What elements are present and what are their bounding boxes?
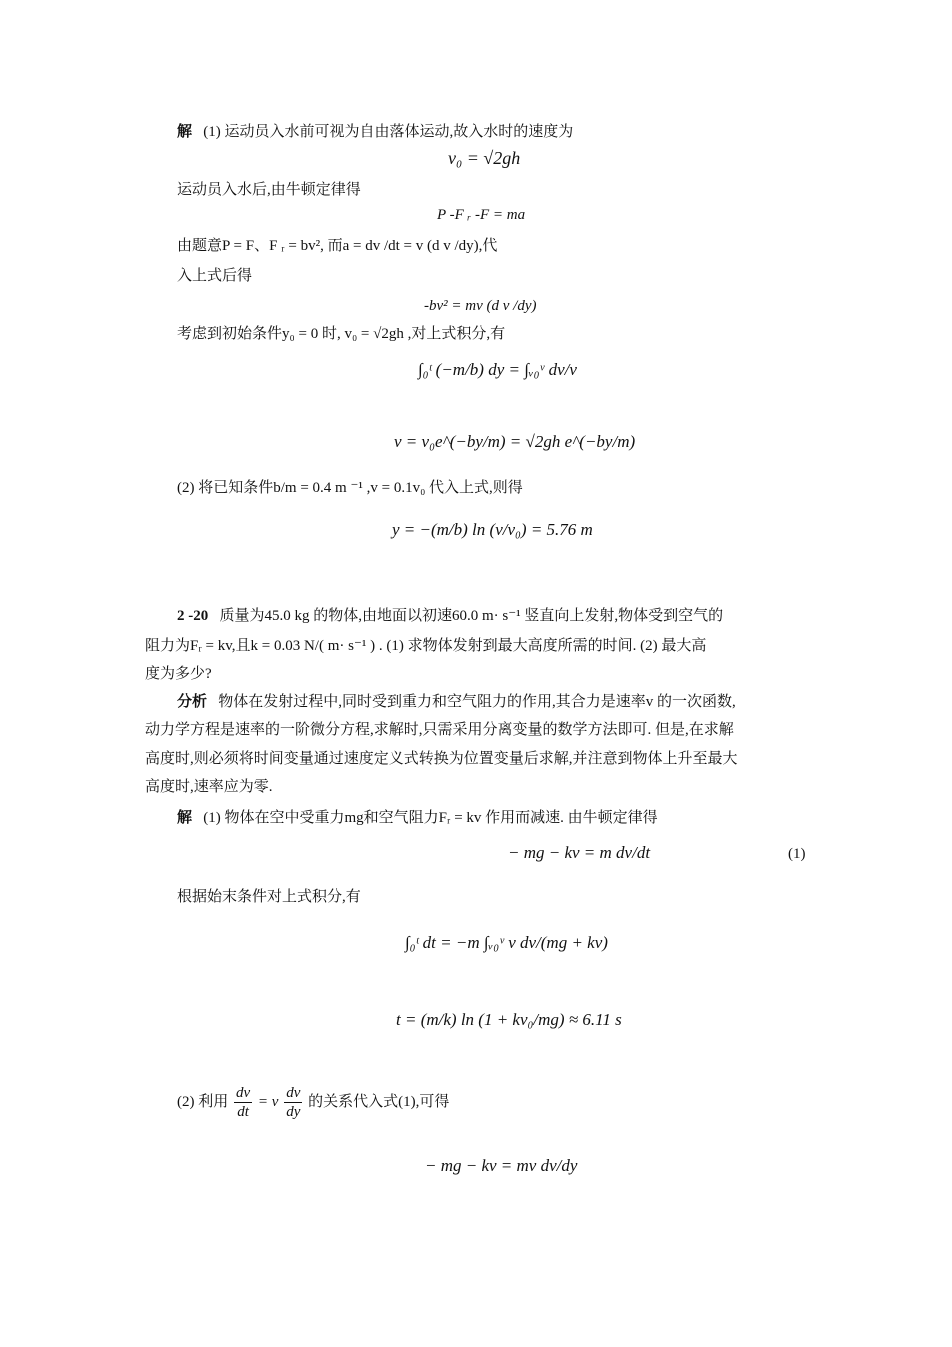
- text-line: 根据始末条件对上式积分,有: [177, 889, 361, 905]
- analysis-line-4: 高度时,速率应为零.: [145, 779, 273, 795]
- solution2-line-1: [177, 808, 658, 828]
- equation-newton: P -F ᵣ -F = ma: [437, 207, 526, 223]
- equation-1: − mg − kv = m dv/dt: [508, 843, 651, 862]
- analysis-heading: 分析: [177, 694, 208, 710]
- text-line-relation: [177, 1084, 449, 1121]
- equation-time: t = (m/k) ln (1 + kv₀/mg) ≈ 6.11 s: [396, 1010, 622, 1029]
- text-line: 考虑到初始条件y₀ = 0 时, v₀ = √2gh ,对上式积分,有: [177, 326, 506, 342]
- analysis-line-1: [177, 692, 736, 712]
- solution-text: (1) 运动员入水前可视为自由落体运动,故入水时的速度为: [203, 124, 574, 140]
- solution-line-1: [177, 122, 573, 142]
- relation-suffix: 的关系代入式(1),可得: [308, 1093, 450, 1110]
- solution2-heading: 解: [177, 810, 193, 826]
- analysis-line-3: 高度时,则必须将时间变量通过速度定义式转换为位置变量后求解,并注意到物体上升至最大: [145, 751, 738, 767]
- equation-number: (1): [788, 846, 806, 862]
- equation-integral-2: ∫₀ᵗ dt = −m ∫ᵥ₀ᵛ v dv/(mg + kv): [405, 933, 608, 952]
- equation-integral: ∫₀ᵗ (−m/b) dy = ∫ᵥ₀ᵛ dv/v: [418, 360, 577, 379]
- equation-height: y = −(m/b) ln (v/v₀) = 5.76 m: [392, 520, 593, 539]
- problem-number: 2 -20: [177, 608, 209, 624]
- equation-substituted: -bv² = mv (d v /dy): [424, 298, 537, 314]
- text-line: 运动员入水后,由牛顿定律得: [177, 182, 361, 198]
- analysis-text: 物体在发射过程中,同时受到重力和空气阻力的作用,其合力是速率v 的一次函数,: [218, 694, 736, 710]
- text-line: 入上式后得: [177, 268, 253, 284]
- problem-text: 质量为45.0 kg 的物体,由地面以初速60.0 m· s⁻¹ 竖直向上发射,物体受到空气的: [219, 608, 724, 624]
- equation-velocity-result: v = v₀e^(−by/m) = √2gh e^(−by/m): [394, 432, 636, 451]
- equation-v0: v₀ = √2gh: [448, 148, 521, 168]
- solution2-text: (1) 物体在空中受重力mg和空气阻力Fᵣ = kv 作用而减速. 由牛顿定律得: [203, 810, 658, 826]
- analysis-line-2: 动力学方程是速率的一阶微分方程,求解时,只需采用分离变量的数学方法即可. 但是,在求解: [145, 722, 734, 738]
- relation-formula: $\frac{dv}{dt}$ = v $\frac{dv}{dy}$: [236, 1085, 301, 1120]
- text-line: 由题意P = F、F ᵣ = bv², 而a = dv /dt = v (d v /dy),代: [177, 238, 498, 254]
- problem-line-3: 度为多少?: [145, 666, 212, 682]
- equation-final: − mg − kv = mv dv/dy: [425, 1156, 578, 1175]
- problem-line-1: [177, 606, 723, 626]
- relation-prefix: (2) 利用: [177, 1093, 229, 1110]
- problem-line-2: 阻力为Fᵣ = kv,且k = 0.03 N/( m· s⁻¹ ) . (1) 求物体发射到最大高度所需的时间. (2) 最大高: [145, 638, 707, 654]
- solution-heading: 解: [177, 124, 193, 140]
- text-line: (2) 将已知条件b/m = 0.4 m ⁻¹ ,v = 0.1v₀ 代入上式,则得: [177, 480, 523, 496]
